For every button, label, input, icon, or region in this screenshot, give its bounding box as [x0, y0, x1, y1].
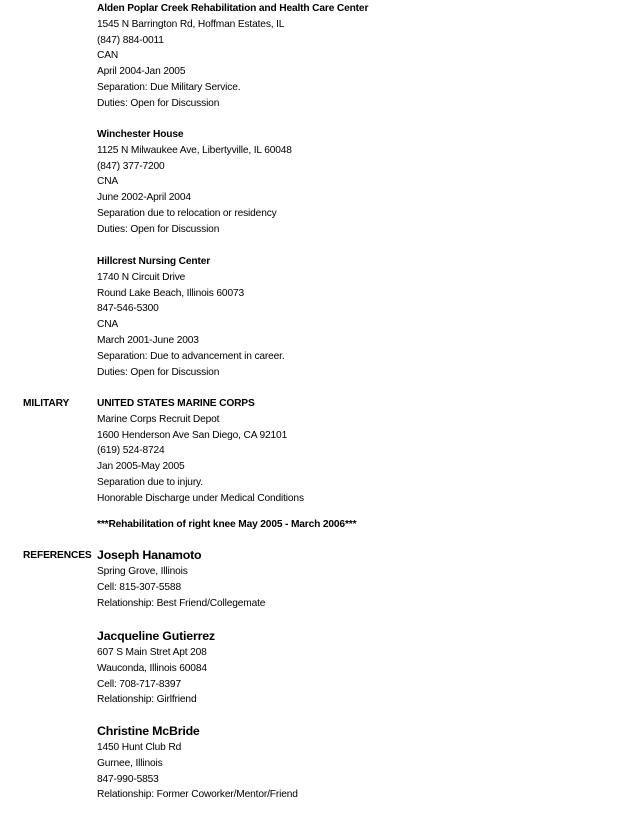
military-note: ***Rehabilitation of right knee May 2005 - March 2006*** [97, 519, 357, 530]
employer-name: Alden Poplar Creek Rehabilitation and Health Care Center [97, 3, 369, 14]
reference-street: 1450 Hunt Club Rd [97, 742, 182, 753]
section-label-references: REFERENCES [23, 550, 92, 561]
employer-separation: Separation due to relocation or residency [97, 207, 277, 219]
employer-address: 1545 N Barrington Rd, Hoffman Estates, IL [97, 18, 285, 30]
employer-dates: March 2001-June 2003 [97, 334, 199, 346]
reference-relationship: Relationship: Girlfriend [97, 694, 197, 706]
reference-location: Wauconda, Illinois 60084 [97, 662, 207, 674]
employer-phone: 847-546-5300 [97, 303, 159, 315]
employer-hillcrest [97, 254, 617, 380]
reference-joseph [97, 546, 617, 611]
employer-duties: Duties: Open for Discussion [97, 366, 220, 378]
employer-phone: (847) 884-0011 [97, 34, 164, 46]
employer-position: CAN [97, 50, 119, 62]
military-note-block [97, 517, 617, 533]
employer-dates: April 2004-Jan 2005 [97, 66, 186, 78]
reference-name: Joseph Hanamoto [97, 548, 202, 562]
employer-dates: June 2002-April 2004 [97, 192, 191, 204]
military-phone: (619) 524-8724 [97, 445, 165, 457]
military-discharge: Honorable Discharge under Medical Conditions [97, 492, 304, 504]
employer-winchester [97, 127, 617, 238]
employer-name: Hillcrest Nursing Center [97, 256, 211, 267]
employer-alden [97, 1, 617, 112]
employer-duties: Duties: Open for Discussion [97, 97, 220, 109]
reference-christine [97, 722, 617, 803]
section-label-military: MILITARY [23, 398, 70, 409]
reference-relationship: Relationship: Former Coworker/Mentor/Friend [97, 789, 298, 801]
military-dates: Jan 2005-May 2005 [97, 461, 185, 473]
military-address: 1600 Henderson Ave San Diego, CA 92101 [97, 429, 288, 441]
employer-name: Winchester House [97, 129, 184, 140]
military-branch: UNITED STATES MARINE CORPS [97, 398, 255, 409]
employer-separation: Separation: Due Military Service. [97, 81, 241, 93]
reference-relationship: Relationship: Best Friend/Collegemate [97, 597, 266, 609]
military-entry [97, 396, 617, 507]
reference-jacqueline [97, 627, 617, 708]
reference-phone: Cell: 708-717-8397 [97, 678, 181, 690]
employer-street: 1740 N Circuit Drive [97, 271, 186, 283]
employer-position: CNA [97, 176, 119, 188]
employer-position: CNA [97, 319, 119, 331]
employer-duties: Duties: Open for Discussion [97, 223, 220, 235]
reference-location: Spring Grove, Illinois [97, 566, 188, 577]
reference-phone: Cell: 815-307-5588 [97, 581, 181, 593]
reference-name: Christine McBride [97, 724, 200, 738]
reference-phone: 847-990-5853 [97, 773, 159, 785]
reference-name: Jacqueline Gutierrez [97, 629, 215, 643]
employer-separation: Separation: Due to advancement in career. [97, 350, 285, 362]
reference-street: 607 S Main Stret Apt 208 [97, 647, 207, 658]
reference-location: Gurnee, Illinois [97, 757, 163, 769]
employer-address: 1125 N Milwaukee Ave, Libertyville, IL 60048 [97, 144, 292, 156]
military-separation: Separation due to injury. [97, 476, 203, 488]
employer-city: Round Lake Beach, Illinois 60073 [97, 287, 244, 299]
employer-phone: (847) 377-7200 [97, 160, 165, 172]
military-unit: Marine Corps Recruit Depot [97, 413, 220, 425]
